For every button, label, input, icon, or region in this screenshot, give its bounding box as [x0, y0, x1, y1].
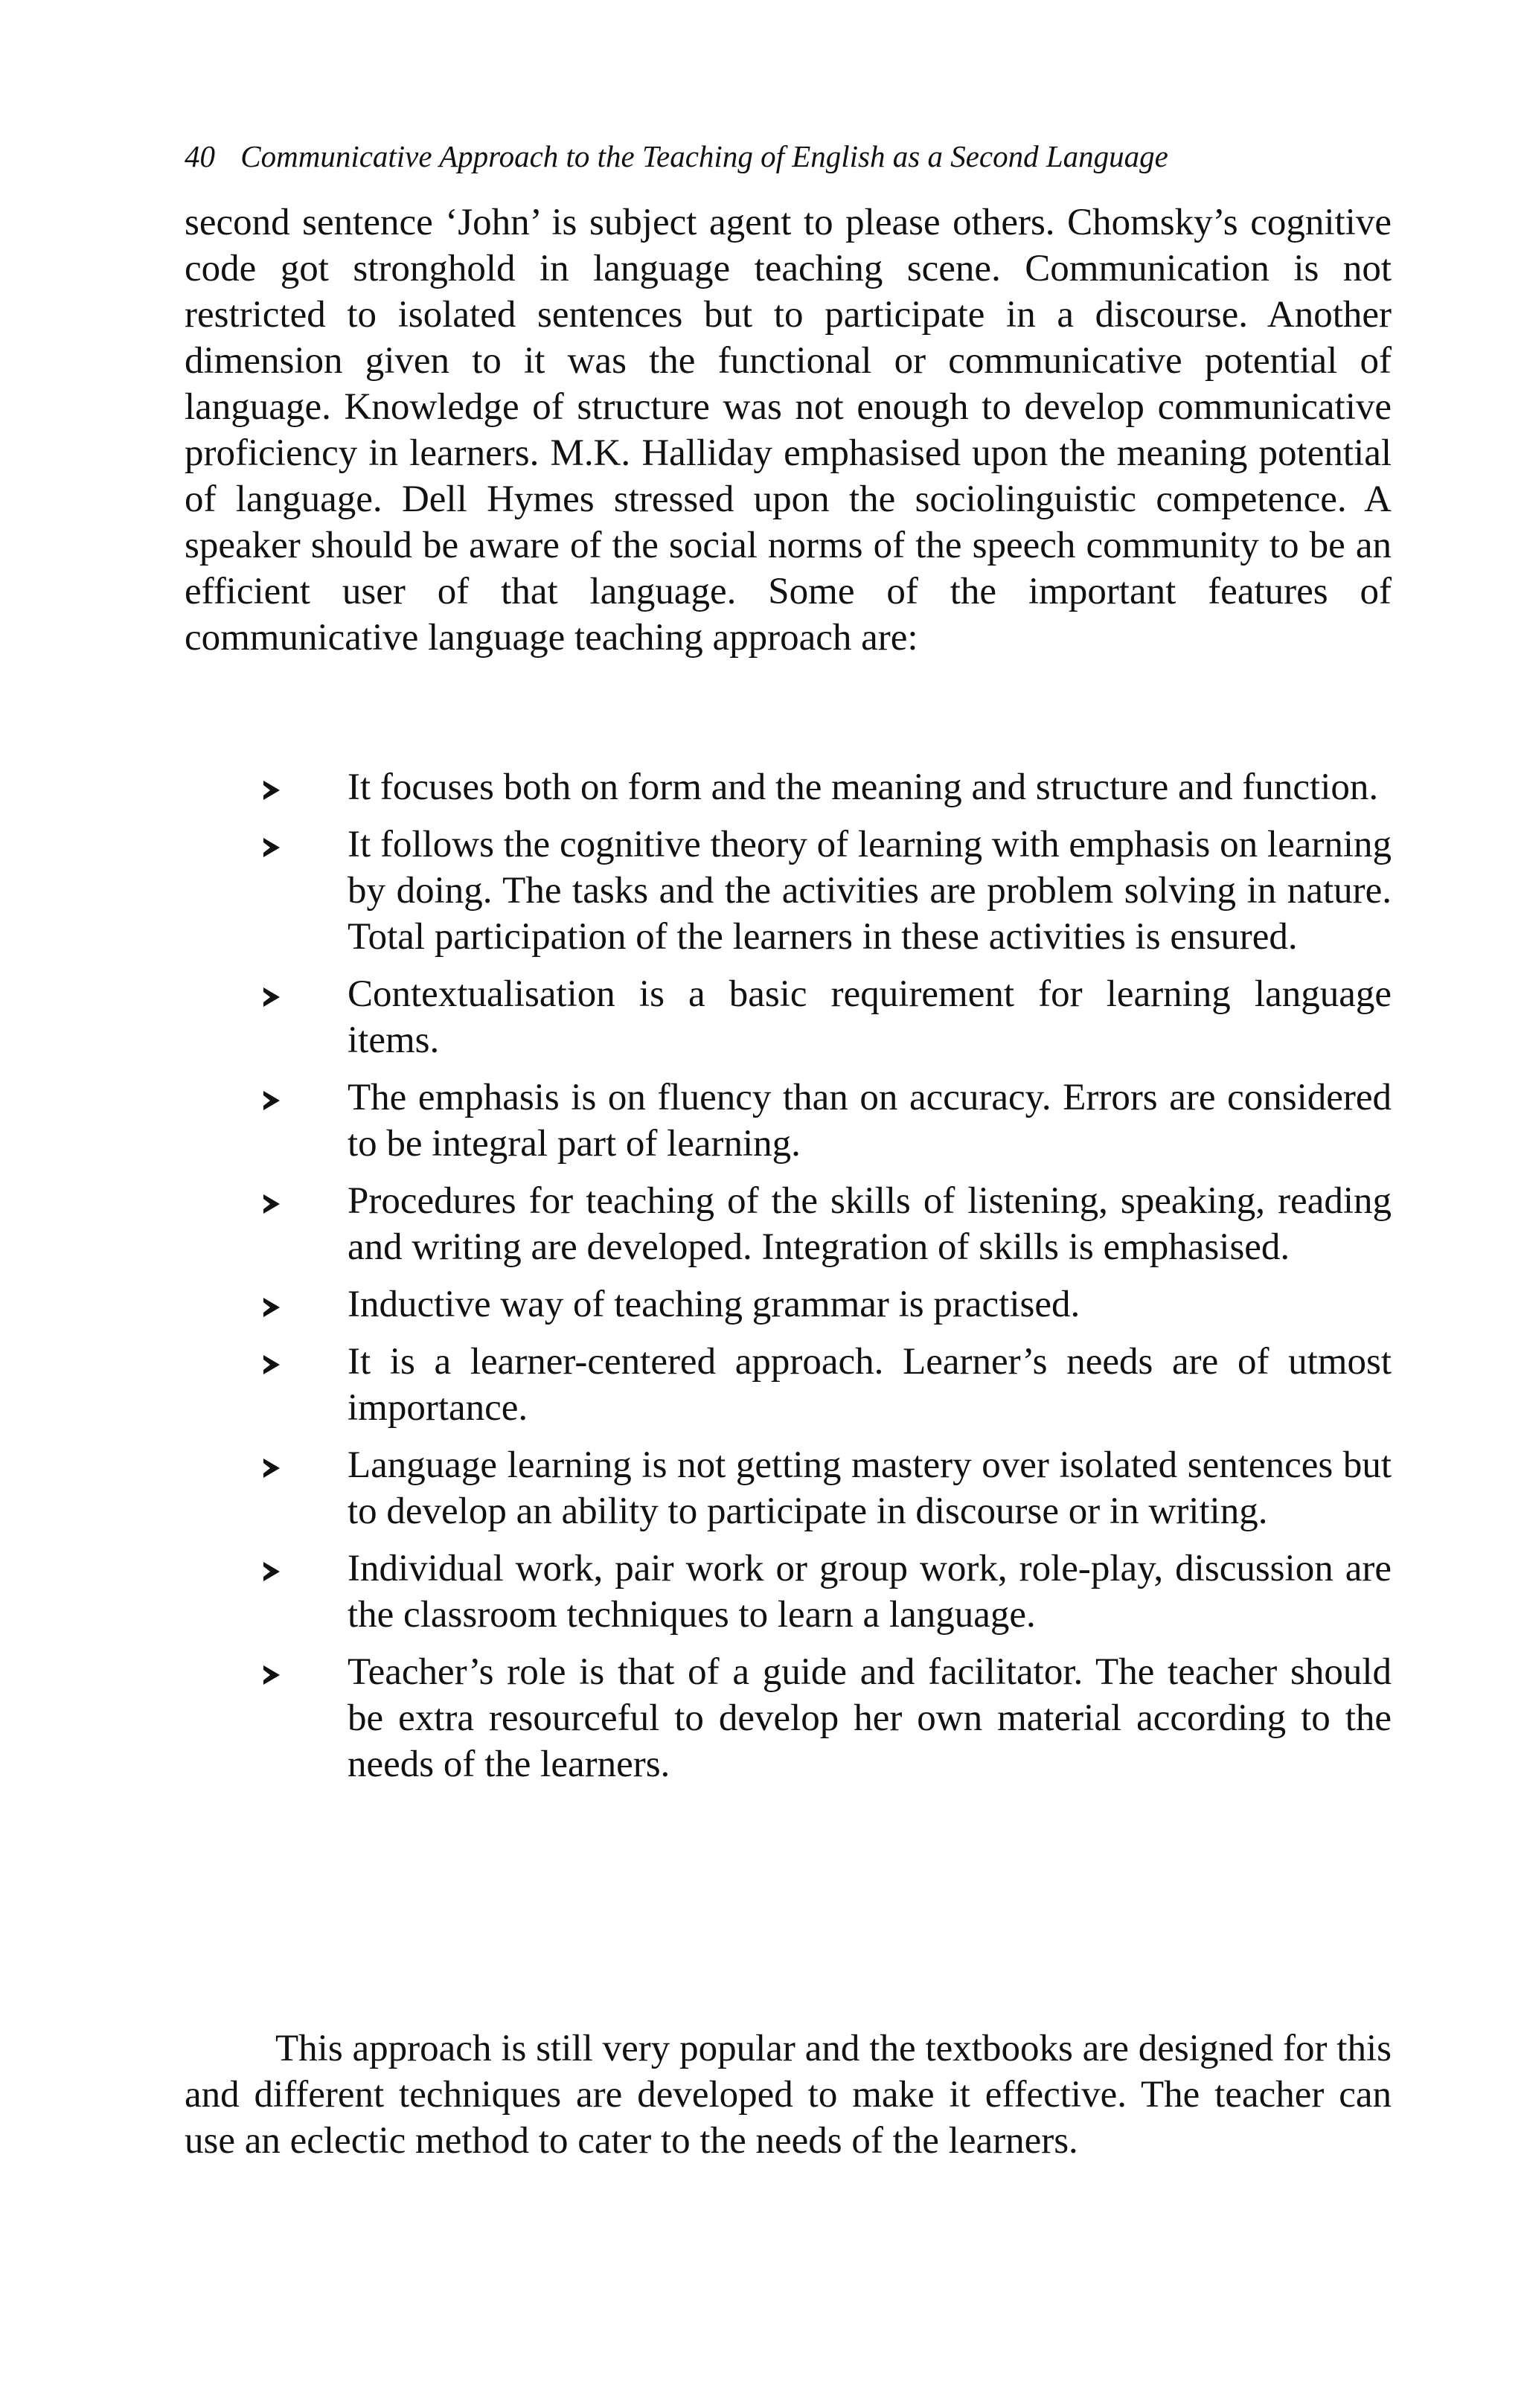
- feature-item-9: [253, 1546, 1392, 1638]
- right-arrowhead-icon: [263, 781, 280, 800]
- feature-item-8: [253, 1442, 1392, 1534]
- feature-text: Inductive way of teaching grammar is practised.: [348, 1284, 1080, 1325]
- right-arrowhead-icon: [263, 1091, 280, 1110]
- right-arrowhead-icon: [263, 1562, 280, 1581]
- right-arrowhead-icon: [263, 838, 280, 857]
- feature-text: It focuses both on form and the meaning and structure and function.: [348, 766, 1379, 808]
- closing-paragraph: This approach is still very popular and the textbooks are designed for this and different techniques are developed to make it effective. The teacher can use an eclectic method to cater to the needs of the learners.: [185, 2028, 1392, 2162]
- right-arrowhead-icon: [263, 1194, 280, 1214]
- feature-item-1: [253, 764, 1392, 810]
- feature-item-2: [253, 822, 1392, 960]
- feature-text: It follows the cognitive theory of learning with emphasis on learning by doing. The tasks and the activities are problem solving in nature. Total participation of the learners in these activities is ensured.: [348, 824, 1392, 958]
- feature-item-4: [253, 1075, 1392, 1167]
- feature-text: It is a learner-centered approach. Learner’s needs are of utmost importance.: [348, 1341, 1392, 1429]
- right-arrowhead-icon: [263, 987, 280, 1007]
- feature-text: Individual work, pair work or group work, role-play, discussion are the classroom techniques to learn a language.: [348, 1548, 1392, 1636]
- intro-paragraph: second sentence ‘John’ is subject agent to please others. Chomsky’s cognitive code got stronghold in language teaching scene. Communication is not restricted to isolated sentences but to participate in a discourse. Another dimension given to it was the functional or communicative potential of language. Knowledge of structure was not enough to develop communicative proficiency in learners. M.K. Halliday emphasised upon the meaning potential of language. Dell Hymes stressed upon the sociolinguistic competence. A speaker should be aware of the social norms of the speech community to be an efficient user of that language. Some of the important features of communicative language teaching approach are:: [185, 202, 1392, 659]
- feature-item-6: [253, 1281, 1392, 1328]
- feature-text: Teacher’s role is that of a guide and facilitator. The teacher should be extra resourceful to develop her own material according to the needs of the learners.: [348, 1651, 1392, 1785]
- right-arrowhead-icon: [263, 1665, 280, 1685]
- running-head: [185, 135, 1375, 177]
- feature-item-7: [253, 1339, 1392, 1431]
- page-number: 40: [185, 139, 215, 173]
- feature-list: [253, 764, 1392, 1799]
- feature-text: Language learning is not getting mastery over isolated sentences but to develop an ability to participate in discourse or in writing.: [348, 1444, 1392, 1532]
- feature-item-5: [253, 1178, 1392, 1270]
- right-arrowhead-icon: [263, 1298, 280, 1317]
- feature-text: The emphasis is on fluency than on accuracy. Errors are considered to be integral part of learning.: [348, 1077, 1392, 1165]
- right-arrowhead-icon: [263, 1458, 280, 1478]
- feature-text: Contextualisation is a basic requirement for learning language items.: [348, 973, 1392, 1061]
- right-arrowhead-icon: [263, 1355, 280, 1374]
- feature-item-10: [253, 1649, 1392, 1787]
- feature-item-3: [253, 971, 1392, 1063]
- feature-text: Procedures for teaching of the skills of listening, speaking, reading and writing are developed. Integration of skills is emphasised.: [348, 1180, 1392, 1268]
- running-title: Communicative Approach to the Teaching of English as a Second Language: [240, 139, 1168, 173]
